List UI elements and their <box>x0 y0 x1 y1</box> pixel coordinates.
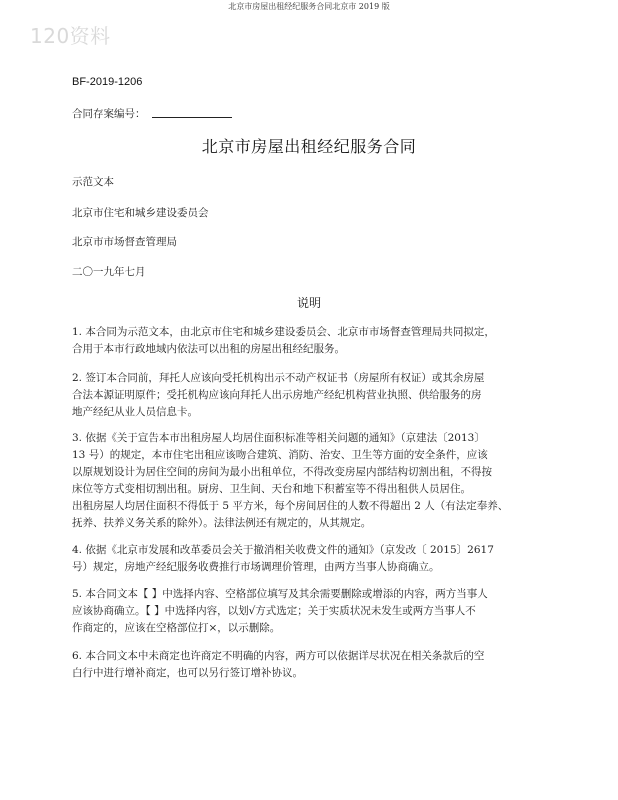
section-title: 说明 <box>296 296 321 310</box>
paragraph-line: 出租房屋人均居住面积不得低于 5 平方米，每个房间居住的人数不得超出 2 人（有法定奉养、 <box>72 500 509 512</box>
sample-text-label: 示范文本 <box>72 176 114 188</box>
paragraph-line: 2. 签订本合同前，拜托人应该向受托机构出示不动产权证书（房屋所有权证）或其余房屋 <box>72 372 485 384</box>
paragraph-line: 合用于本市行政地域内依法可以出租的房屋出租经纪服务。 <box>72 343 345 355</box>
paragraph-line: 5. 本合同文本【 】中选择内容、空格部位填写及其余需要删除或增添的内容，两方当事人 <box>72 588 488 600</box>
issue-date: 二〇一九年七月 <box>72 266 146 278</box>
paragraph-line: 4. 依据《北京市发展和改革委员会关于撤消相关收费文件的通知》（京发改〔 2015〕2617 <box>72 544 494 556</box>
paragraph-line: 地产经纪从业人员信息卡。 <box>72 406 198 418</box>
paragraph-line: 合法本源证明原件；受托机构应该向拜托人出示房地产经纪机构营业执照、供给服务的房 <box>72 389 482 401</box>
paragraph-line: 13 号）的规定，本市住宅出租应该吻合建筑、消防、治安、卫生等方面的安全条件，应该 <box>72 449 488 461</box>
paragraph-line: 抚养、扶养义务关系的除外）。法律法例还有规定的，从其规定。 <box>72 517 372 529</box>
paragraph-line: 白行中进行增补商定，也可以另行签订增补协议。 <box>72 667 303 679</box>
page-title: 北京市房屋出租经纪服务合同 <box>201 137 417 156</box>
running-header: 北京市房屋出租经纪服务合同北京市 2019 版 <box>228 2 390 11</box>
note-paragraph <box>72 586 546 637</box>
paragraph-line: 以原规划设计为居住空间的房间为最小出租单位，不得改变房屋内部结构切割出租，不得按 <box>72 466 492 478</box>
note-paragraph <box>72 324 546 358</box>
paragraph-line: 作商定的，应该在空格部位打×，以示删除。 <box>72 622 281 634</box>
record-number-blank <box>152 107 232 118</box>
paragraph-line: 1. 本合同为示范文本，由北京市住宅和城乡建设委员会、北京市市场督查管理局共同拟定， <box>72 326 495 338</box>
issuer-housing-commission: 北京市住宅和城乡建设委员会 <box>72 207 209 219</box>
record-number-field <box>72 106 232 121</box>
paragraph-line: 床位等方式变相切割出租。厨房、卫生间、天台和地下积蓄室等不得出租供人员居住。 <box>72 483 471 495</box>
paragraph-line: 6. 本合同文本中未商定也许商定不明确的内容，两方可以依据详尽状况在相关条款后的空 <box>72 650 485 662</box>
note-paragraph <box>72 430 546 532</box>
paragraph-line: 号）规定，房地产经纪服务收费推行市场调理价管理，由两方当事人协商确立。 <box>72 561 440 573</box>
paragraph-line: 应该协商确立。【 】中选择内容，以划√方式选定；关于实质状况未发生或两方当事人不 <box>72 605 476 617</box>
note-paragraph <box>72 370 546 421</box>
document-number: BF-2019-1206 <box>72 76 143 88</box>
watermark-logo: 120资料 <box>30 24 111 48</box>
issuer-market-bureau: 北京市市场督查管理局 <box>72 236 177 248</box>
note-paragraph <box>72 648 546 682</box>
record-number-label: 合同存案编号： <box>72 108 146 120</box>
note-paragraph <box>72 542 546 576</box>
paragraph-line: 3. 依据《关于宣告本市出租房屋人均居住面积标准等相关问题的通知》（京建法〔2013〕 <box>72 432 485 444</box>
